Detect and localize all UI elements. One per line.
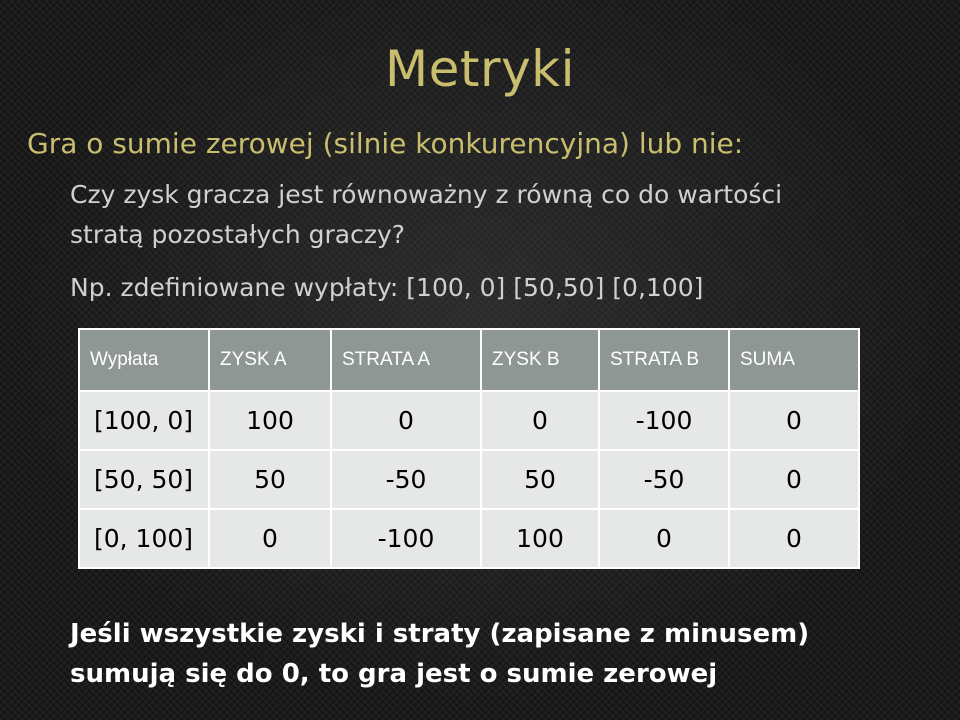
table-cell: 100 bbox=[209, 391, 331, 450]
table-cell: [100, 0] bbox=[79, 391, 209, 450]
header-zysk-b: ZYSK B bbox=[481, 329, 599, 391]
question-line-2: stratą pozostałych graczy? bbox=[70, 220, 406, 249]
table-cell: -100 bbox=[331, 509, 481, 568]
table-cell: 0 bbox=[729, 450, 859, 509]
heading-zero-sum: Gra o sumie zerowej (silnie konkurencyjna) lub nie: bbox=[27, 127, 744, 160]
table-cell: 0 bbox=[599, 509, 729, 568]
table-cell: [0, 100] bbox=[79, 509, 209, 568]
header-strata-b: STRATA B bbox=[599, 329, 729, 391]
table-cell: -50 bbox=[331, 450, 481, 509]
slide-title: Metryki bbox=[385, 40, 575, 98]
table-row bbox=[79, 391, 859, 450]
table-cell: 0 bbox=[729, 391, 859, 450]
table-cell: -50 bbox=[599, 450, 729, 509]
table-cell: [50, 50] bbox=[79, 450, 209, 509]
header-suma: SUMA bbox=[729, 329, 859, 391]
table-row bbox=[79, 509, 859, 568]
table-cell: 0 bbox=[729, 509, 859, 568]
question-line-1: Czy zysk gracza jest równoważny z równą co do wartości bbox=[70, 180, 783, 209]
example-payoffs: Np. zdefiniowane wypłaty: [100, 0] [50,50] [0,100] bbox=[70, 273, 704, 302]
table-row bbox=[79, 450, 859, 509]
table-cell: 0 bbox=[209, 509, 331, 568]
table-cell: 0 bbox=[481, 391, 599, 450]
conclusion-text bbox=[70, 614, 809, 694]
conclusion-line-1: Jeśli wszystkie zyski i straty (zapisane z minusem) bbox=[70, 619, 810, 649]
header-zysk-a: ZYSK A bbox=[209, 329, 331, 391]
table-cell: -100 bbox=[599, 391, 729, 450]
header-wyplata: Wypłata bbox=[79, 329, 209, 391]
table-cell: 50 bbox=[209, 450, 331, 509]
header-strata-a: STRATA A bbox=[331, 329, 481, 391]
conclusion-line-2: sumują się do 0, to gra jest o sumie zerowej bbox=[70, 659, 718, 689]
table-cell: 0 bbox=[331, 391, 481, 450]
table-cell: 100 bbox=[481, 509, 599, 568]
table-header-row bbox=[79, 329, 859, 391]
payoff-table bbox=[78, 328, 860, 569]
table-cell: 50 bbox=[481, 450, 599, 509]
